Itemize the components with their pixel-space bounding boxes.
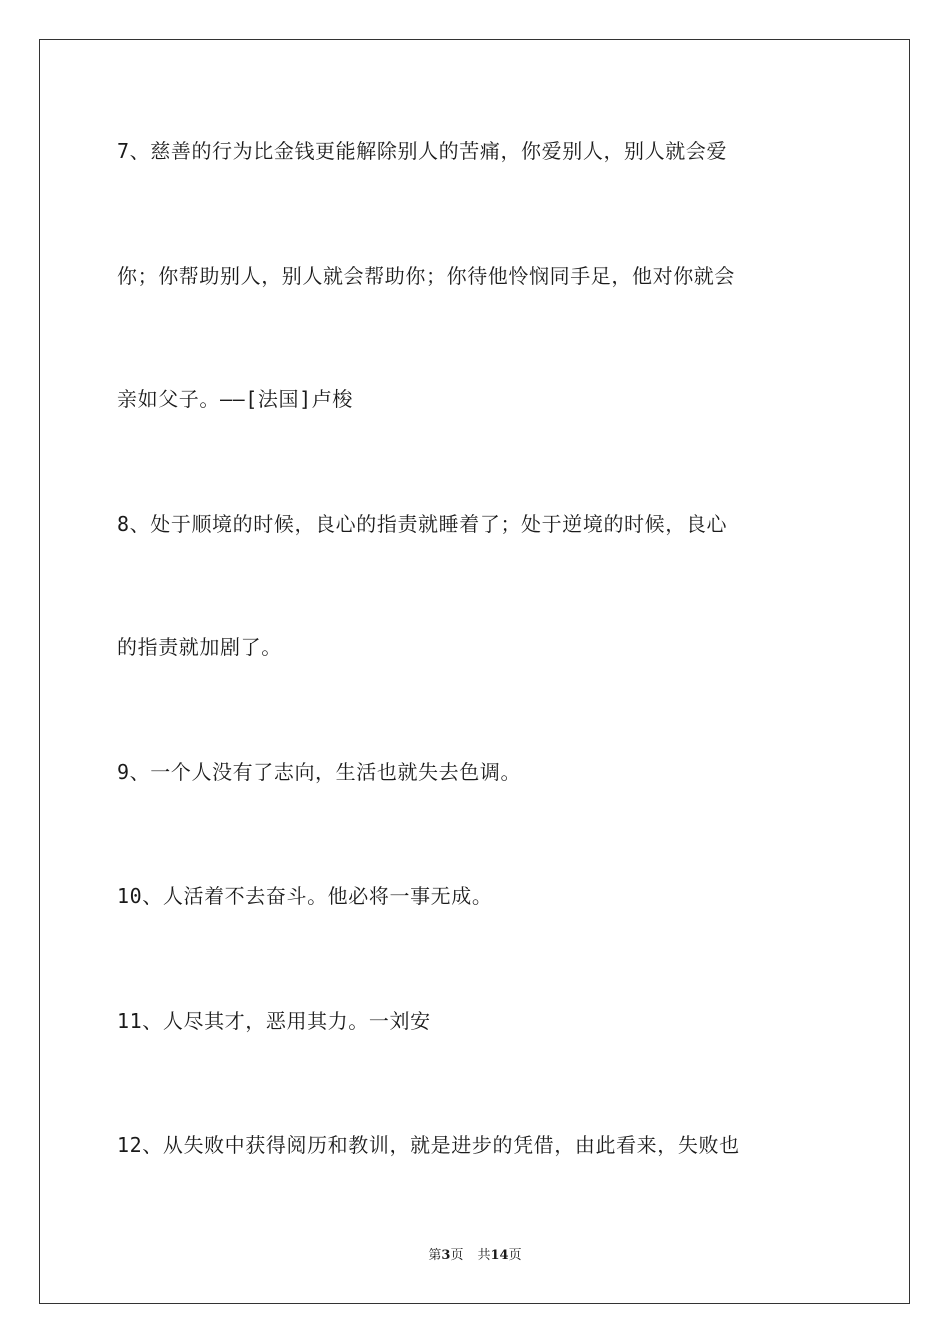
total-suffix: 页 bbox=[508, 1248, 522, 1263]
page-number: 3 bbox=[441, 1248, 451, 1263]
total-prefix: 共 bbox=[477, 1248, 491, 1263]
page-suffix: 页 bbox=[450, 1248, 464, 1263]
text-line-9: 12、从失败中获得阅历和教训，就是进步的凭借，由此看来，失败也 bbox=[117, 1133, 740, 1157]
text-line-4: 8、处于顺境的时候，良心的指责就睡着了；处于逆境的时候，良心 bbox=[117, 512, 728, 536]
text-line-3: 亲如父子。——[法国]卢梭 bbox=[117, 387, 353, 411]
text-line-2: 你；你帮助别人，别人就会帮助你；你待他怜悯同手足，他对你就会 bbox=[117, 264, 735, 288]
page-footer bbox=[0, 1247, 950, 1265]
page-prefix: 第 bbox=[428, 1248, 442, 1263]
total-pages: 14 bbox=[490, 1248, 509, 1263]
text-line-7: 10、人活着不去奋斗。他必将一事无成。 bbox=[117, 884, 493, 908]
text-line-6: 9、一个人没有了志向，生活也就失去色调。 bbox=[117, 760, 522, 784]
text-line-5: 的指责就加剧了。 bbox=[117, 635, 282, 659]
text-line-1: 7、慈善的行为比金钱更能解除别人的苦痛，你爱别人，别人就会爱 bbox=[117, 139, 728, 163]
text-line-8: 11、人尽其才，恶用其力。一刘安 bbox=[117, 1009, 431, 1033]
page-border bbox=[39, 39, 910, 1304]
